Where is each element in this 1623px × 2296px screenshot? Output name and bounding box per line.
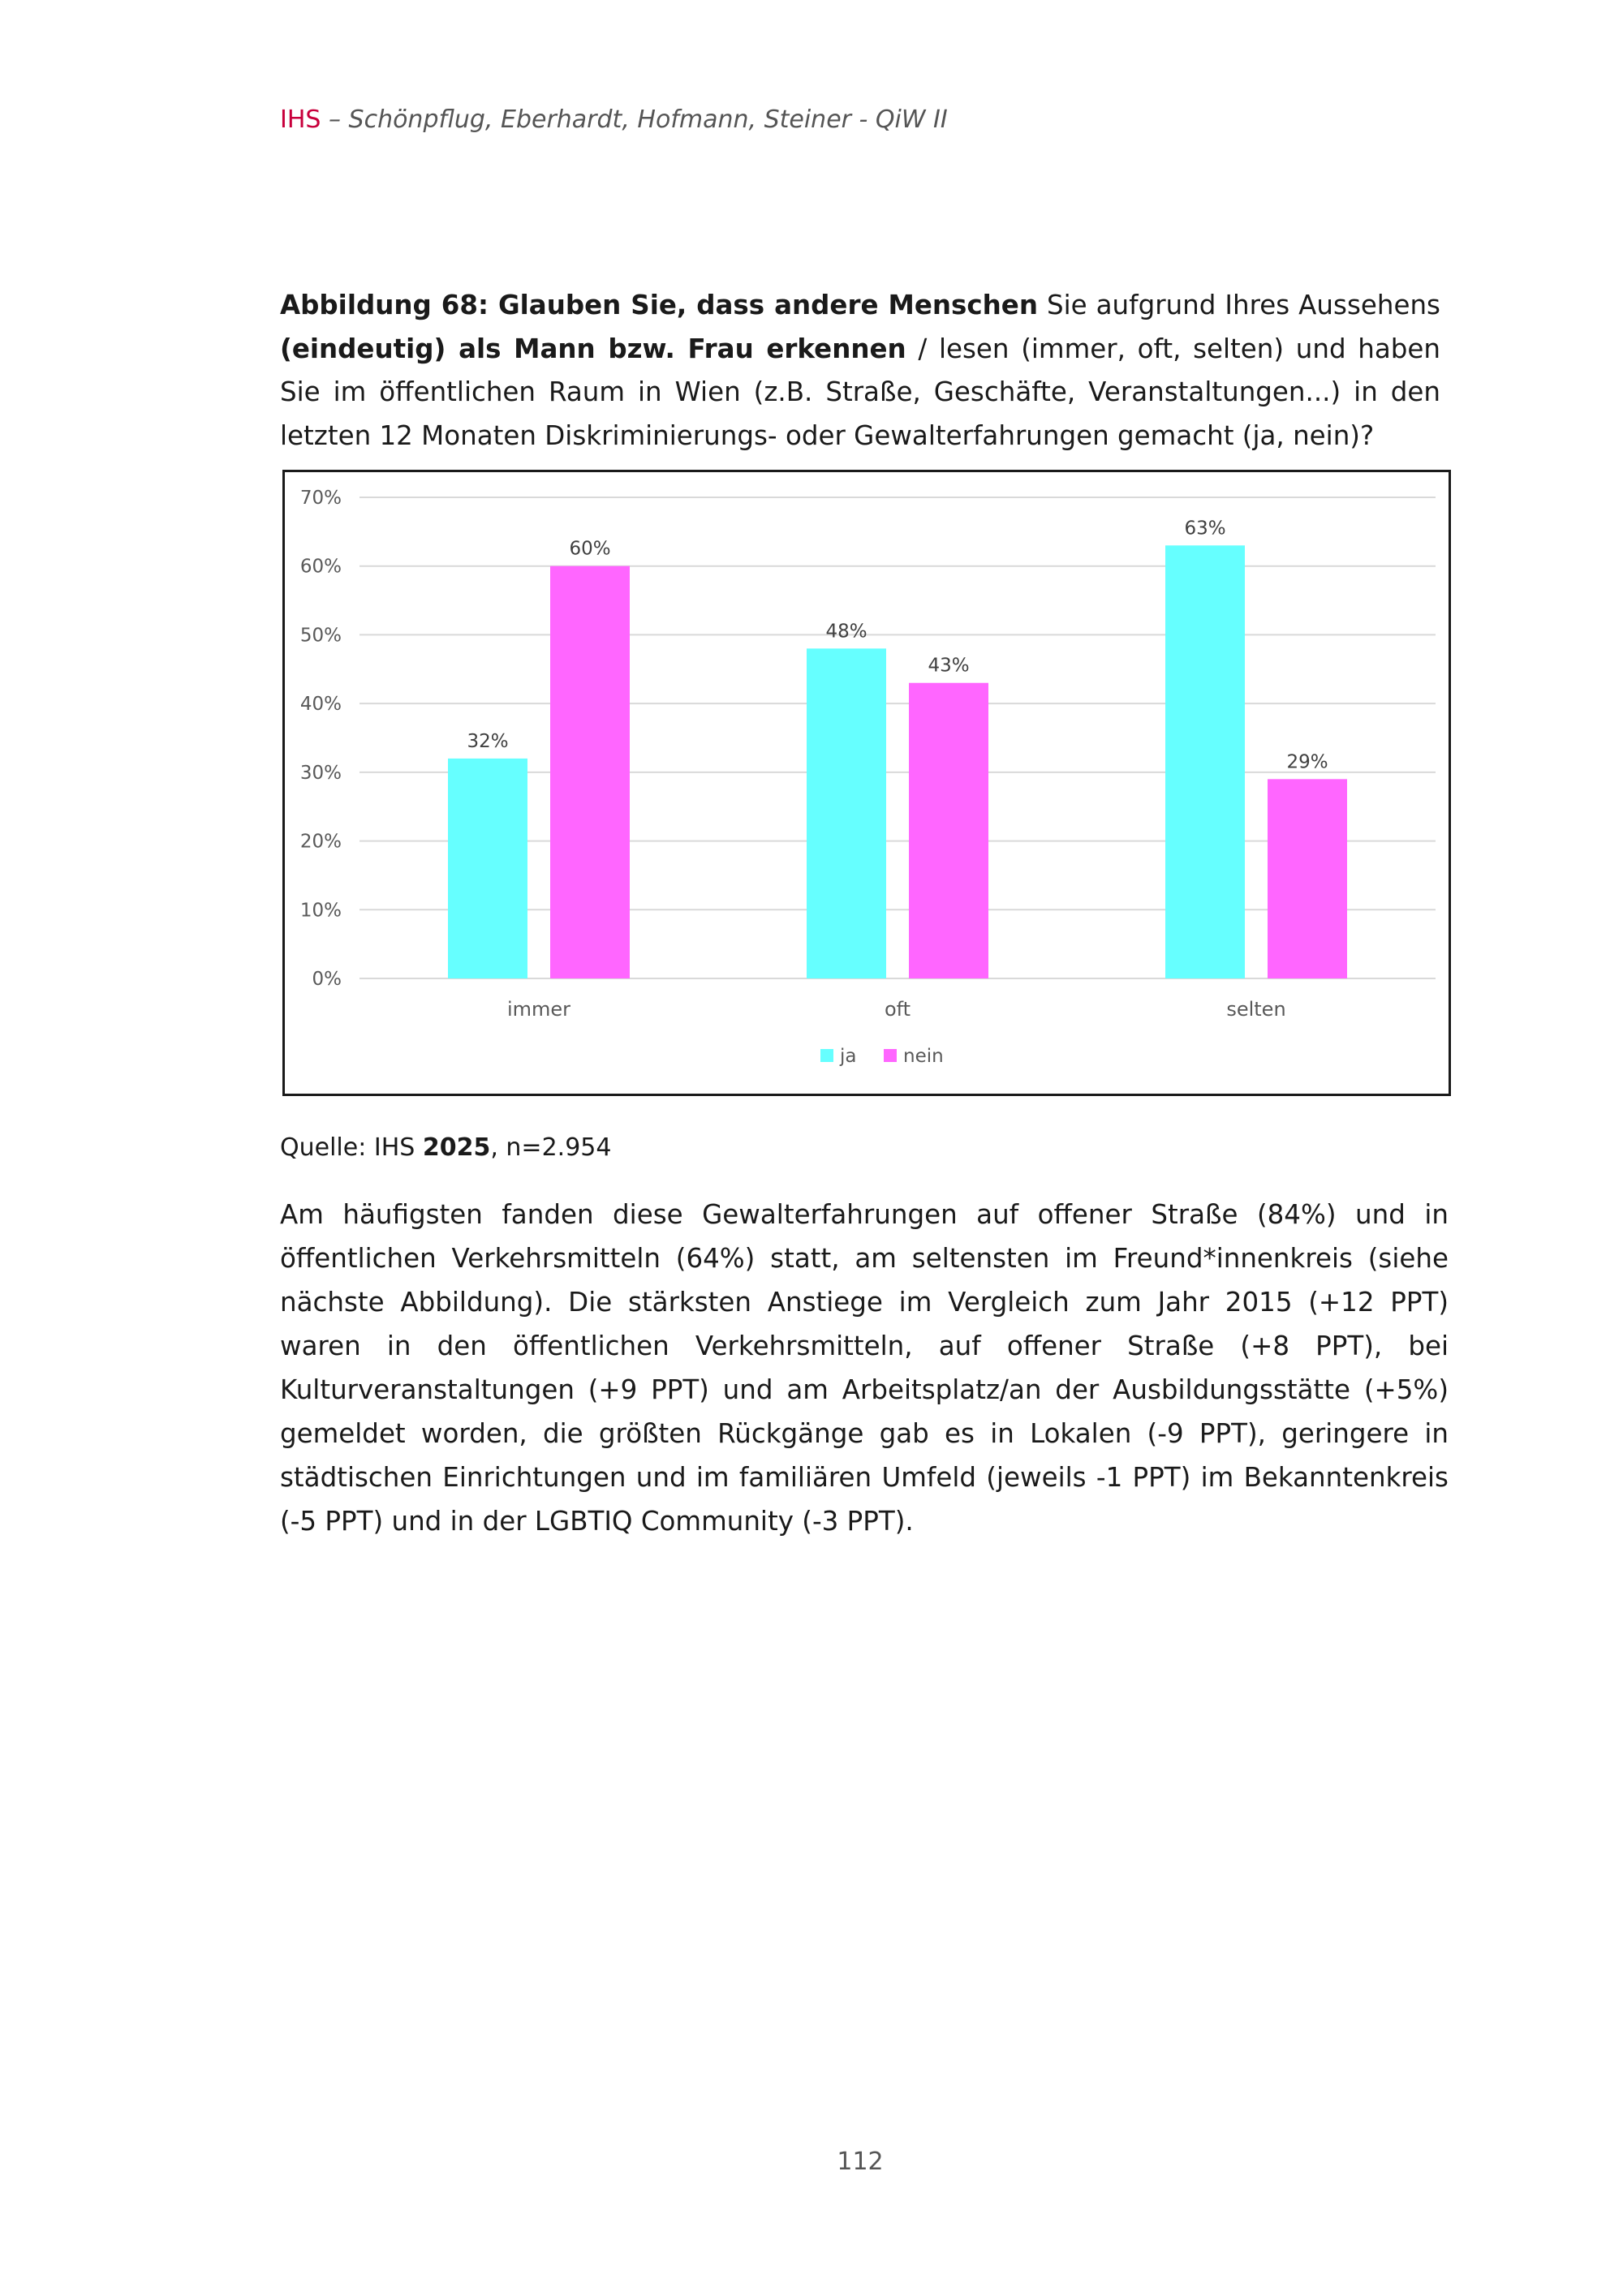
data-label-ja-selten: 63% — [1184, 518, 1226, 540]
x-tick-label: oft — [884, 998, 911, 1021]
bar-ja-oft — [807, 648, 886, 978]
bar-ja-selten — [1165, 545, 1245, 978]
x-tick-label: immer — [506, 998, 571, 1021]
body-paragraph: Am häufigsten fanden diese Gewalterfahrungen auf offener Straße (84%) und in öffentlichen Verkehrsmitteln (64%) statt, am seltensten im Freund*innenkreis (siehe nächste Abbildung). Die stärksten Anstiege im Vergleich zum Jahr 2015 (+12 PPT) waren in den öffentlichen Verkehrsmitteln, auf offener Straße (+8 PPT), bei Kulturveranstaltungen (+9 PPT) und am Arbeitsplatz/an der Ausbildungsstätte (+5%) gemeldet worden, die größten Rückgänge gab es in Lokalen (-9 PPT), geringere in städtischen Einrichtungen und im familiären Umfeld (jeweils -1 PPT) im Bekanntenkreis (-5 PPT) und in der LGBTIQ Community (-3 PPT). — [280, 1199, 1449, 1537]
y-tick-label: 70% — [299, 488, 342, 509]
page-number: 112 — [837, 2148, 884, 2176]
bar-nein-oft — [909, 683, 988, 978]
legend-label-nein: nein — [903, 1046, 944, 1067]
source-year: 2025 — [422, 1133, 491, 1162]
x-tick-label: selten — [1226, 998, 1286, 1021]
bar-nein-immer — [550, 566, 630, 978]
data-label-nein-oft: 43% — [928, 655, 970, 677]
bar-chart — [285, 472, 1449, 1094]
data-label-nein-immer: 60% — [569, 538, 611, 560]
data-label-nein-selten: 29% — [1286, 751, 1328, 773]
caption-text-1: Sie aufgrund Ihres Aussehens — [1037, 290, 1440, 320]
bar-nein-selten — [1268, 779, 1347, 978]
y-tick-label: 40% — [299, 694, 342, 716]
page-header — [280, 104, 1416, 136]
y-tick-label: 20% — [299, 831, 342, 853]
bar-ja-immer — [448, 759, 527, 978]
y-tick-label: 60% — [299, 556, 342, 578]
header-org: IHS — [280, 105, 321, 134]
y-tick-label: 10% — [299, 900, 342, 922]
caption-bold-1: Abbildung 68: Glauben Sie, dass andere Menschen — [280, 290, 1038, 320]
figure-caption — [280, 284, 1440, 458]
y-tick-label: 0% — [312, 969, 342, 990]
legend-label-ja: ja — [840, 1046, 857, 1067]
y-tick-label: 30% — [299, 762, 342, 784]
caption-text-2: / lesen (immer, oft, selten) und haben Sie im öffentlichen Raum in Wien (z.B. Straße, Geschäfte, Veranstaltungen...) in den letzten 12 Monaten Diskriminierungs- oder Gewalterfahrungen gemacht (ja, nein)? — [280, 333, 1440, 451]
caption-bold-2: (eindeutig) als Mann bzw. Frau erkennen — [280, 333, 906, 364]
chart-frame — [282, 470, 1451, 1096]
data-label-ja-oft: 48% — [825, 621, 867, 643]
data-label-ja-immer: 32% — [467, 730, 509, 752]
figure-source — [280, 1132, 1416, 1164]
header-authors: – Schönpflug, Eberhardt, Hofmann, Steiner - QiW II — [321, 105, 948, 134]
y-tick-label: 50% — [299, 625, 342, 647]
source-suffix: , n=2.954 — [490, 1133, 612, 1162]
legend-swatch-ja — [820, 1049, 833, 1062]
legend-swatch-nein — [884, 1049, 897, 1062]
source-prefix: Quelle: IHS — [280, 1133, 423, 1162]
